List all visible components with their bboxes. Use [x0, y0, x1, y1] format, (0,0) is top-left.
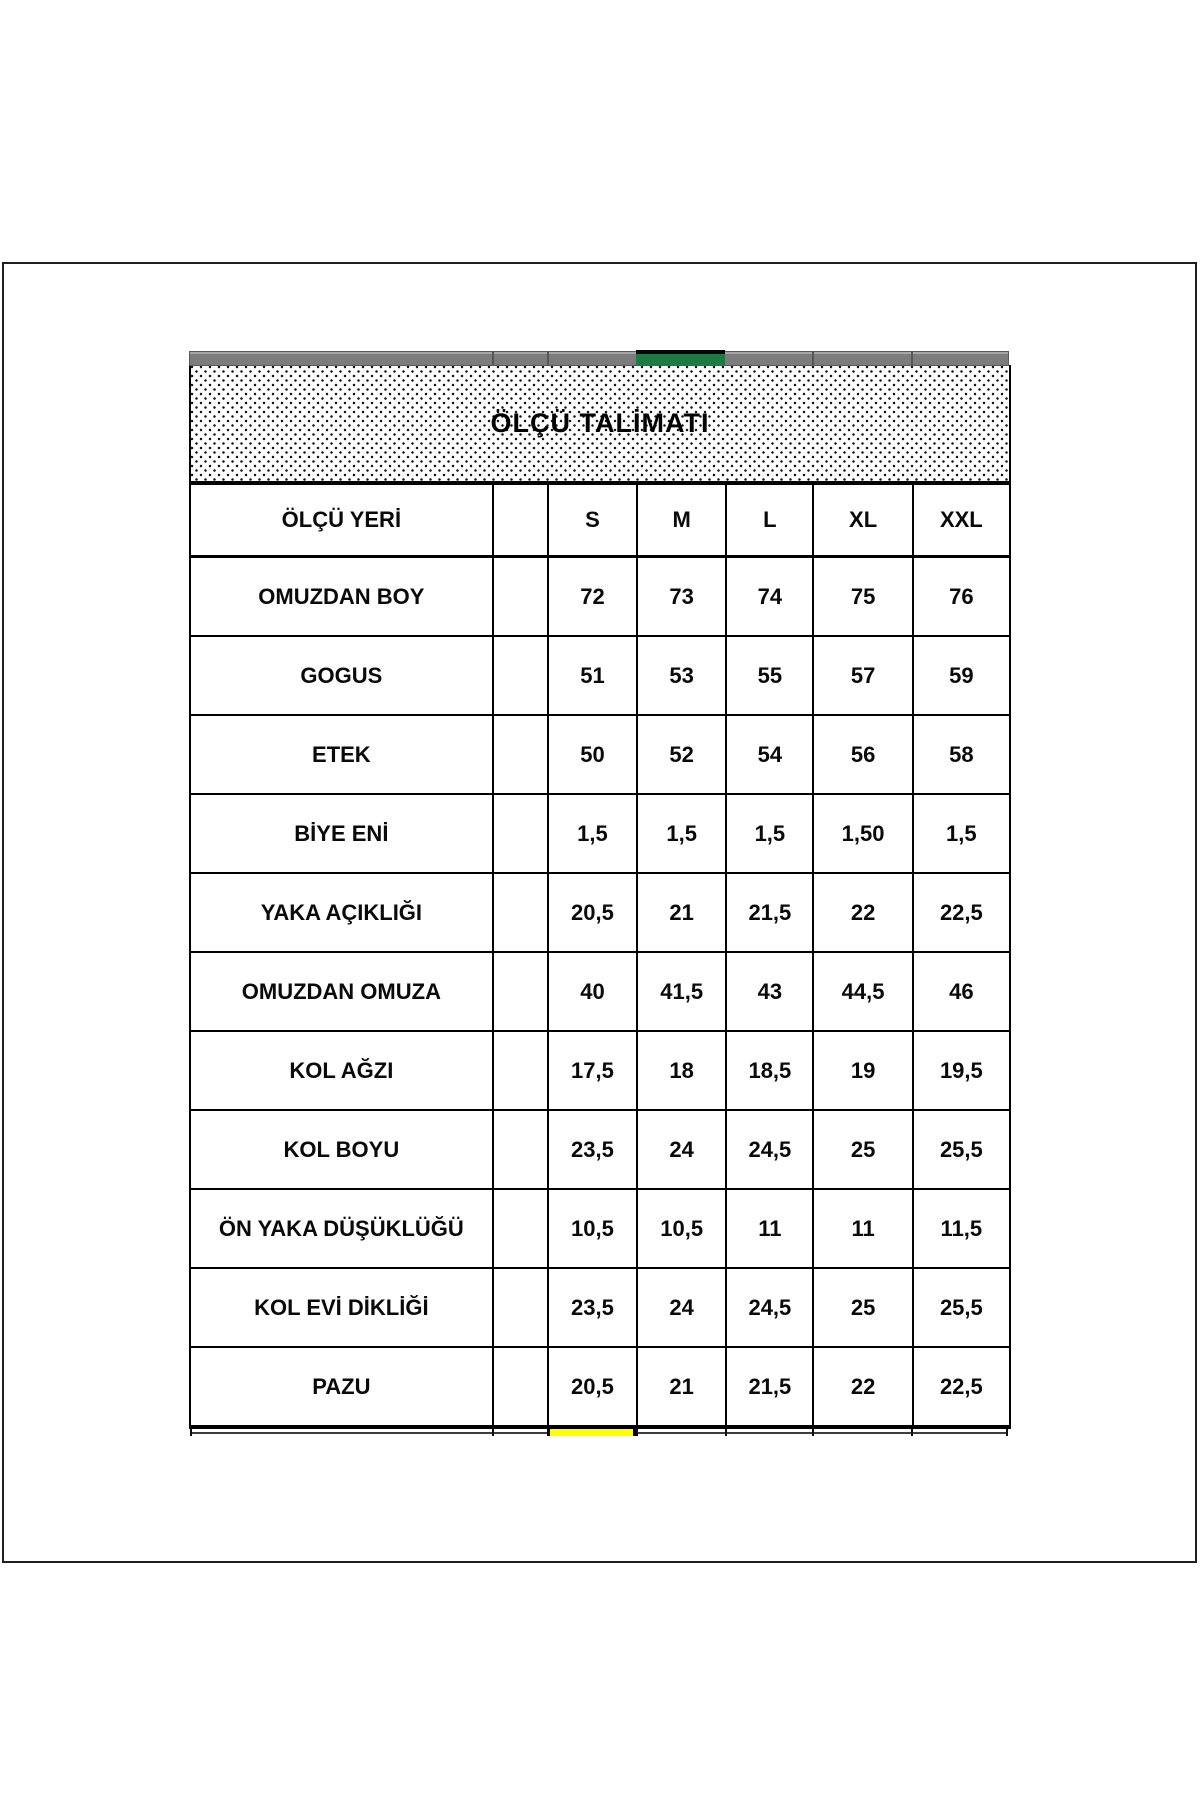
size-table [189, 481, 1011, 1429]
measurement-label-cell: ÖN YAKA DÜŞÜKLÜĞÜ [190, 1189, 493, 1268]
bottom-divider-stub [190, 1429, 192, 1436]
size-value-cell: 1,50 [813, 794, 912, 873]
measurement-label-cell: PAZU [190, 1347, 493, 1427]
table-row [190, 715, 1010, 794]
size-value-cell: 1,5 [726, 794, 813, 873]
size-value-cell: 52 [637, 715, 726, 794]
header-size-xxl: XXL [913, 483, 1010, 557]
size-value-cell: 75 [813, 557, 912, 637]
size-value-cell: 1,5 [548, 794, 637, 873]
size-value-cell: 43 [726, 952, 813, 1031]
size-value-cell: 10,5 [548, 1189, 637, 1268]
spacer-cell [493, 636, 548, 715]
size-value-cell: 74 [726, 557, 813, 637]
spacer-cell [493, 1347, 548, 1427]
size-value-cell: 21,5 [726, 873, 813, 952]
size-value-cell: 21 [637, 1347, 726, 1427]
size-value-cell: 50 [548, 715, 637, 794]
header-spacer-col [493, 483, 548, 557]
size-value-cell: 19,5 [913, 1031, 1010, 1110]
size-value-cell: 1,5 [637, 794, 726, 873]
measurement-label-cell: GOGUS [190, 636, 493, 715]
measurement-label-cell: KOL AĞZI [190, 1031, 493, 1110]
column-strip-divider [492, 352, 494, 365]
size-value-cell: 25 [813, 1110, 912, 1189]
size-value-cell: 22,5 [913, 1347, 1010, 1427]
content-frame [2, 262, 1197, 1563]
size-value-cell: 22 [813, 1347, 912, 1427]
size-value-cell: 18,5 [726, 1031, 813, 1110]
size-chart-sheet [189, 352, 1011, 1438]
title-band [189, 365, 1011, 481]
size-value-cell: 24,5 [726, 1268, 813, 1347]
size-value-cell: 11 [813, 1189, 912, 1268]
size-value-cell: 76 [913, 557, 1010, 637]
size-value-cell: 54 [726, 715, 813, 794]
bottom-divider-stub [1006, 1429, 1008, 1436]
spacer-cell [493, 1110, 548, 1189]
table-row [190, 873, 1010, 952]
size-value-cell: 25,5 [913, 1268, 1010, 1347]
table-bottom-border [190, 1429, 1008, 1438]
column-strip-divider [911, 352, 913, 365]
size-value-cell: 11 [726, 1189, 813, 1268]
bottom-divider-stub [492, 1429, 494, 1436]
table-row [190, 636, 1010, 715]
bottom-divider-stub [636, 1429, 638, 1436]
measurement-label-cell: KOL BOYU [190, 1110, 493, 1189]
size-value-cell: 41,5 [637, 952, 726, 1031]
size-value-cell: 25 [813, 1268, 912, 1347]
bottom-divider-stub [911, 1429, 913, 1436]
measurement-label-cell: OMUZDAN OMUZA [190, 952, 493, 1031]
chart-title: ÖLÇÜ TALİMATI [490, 407, 710, 438]
measurement-label-cell: BİYE ENİ [190, 794, 493, 873]
size-value-cell: 24,5 [726, 1110, 813, 1189]
spacer-cell [493, 873, 548, 952]
table-row [190, 794, 1010, 873]
measurement-label-cell: OMUZDAN BOY [190, 557, 493, 637]
size-value-cell: 22 [813, 873, 912, 952]
header-row [190, 483, 1010, 557]
spacer-cell [493, 557, 548, 637]
size-value-cell: 59 [913, 636, 1010, 715]
size-value-cell: 44,5 [813, 952, 912, 1031]
table-row [190, 1268, 1010, 1347]
table-row [190, 952, 1010, 1031]
size-value-cell: 24 [637, 1268, 726, 1347]
header-size-s: S [548, 483, 637, 557]
header-measurement-col: ÖLÇÜ YERİ [190, 483, 493, 557]
header-size-l: L [726, 483, 813, 557]
size-value-cell: 46 [913, 952, 1010, 1031]
measurement-label-cell: YAKA AÇIKLIĞI [190, 873, 493, 952]
column-strip-divider [547, 352, 549, 365]
size-value-cell: 23,5 [548, 1110, 637, 1189]
size-value-cell: 57 [813, 636, 912, 715]
size-value-cell: 23,5 [548, 1268, 637, 1347]
size-value-cell: 17,5 [548, 1031, 637, 1110]
table-row [190, 1031, 1010, 1110]
size-value-cell: 73 [637, 557, 726, 637]
size-value-cell: 20,5 [548, 1347, 637, 1427]
spacer-cell [493, 1031, 548, 1110]
size-value-cell: 58 [913, 715, 1010, 794]
spacer-cell [493, 952, 548, 1031]
column-strip-divider [812, 352, 814, 365]
spacer-cell [493, 794, 548, 873]
size-value-cell: 20,5 [548, 873, 637, 952]
table-body [190, 557, 1010, 1428]
size-value-cell: 21,5 [726, 1347, 813, 1427]
spreadsheet-column-strip [190, 352, 1008, 365]
size-value-cell: 19 [813, 1031, 912, 1110]
table-row [190, 1110, 1010, 1189]
size-value-cell: 55 [726, 636, 813, 715]
size-value-cell: 72 [548, 557, 637, 637]
table-row [190, 1189, 1010, 1268]
size-value-cell: 1,5 [913, 794, 1010, 873]
size-value-cell: 10,5 [637, 1189, 726, 1268]
size-value-cell: 18 [637, 1031, 726, 1110]
table-row [190, 1347, 1010, 1427]
header-size-m: M [637, 483, 726, 557]
bottom-divider-stub [812, 1429, 814, 1436]
size-value-cell: 25,5 [913, 1110, 1010, 1189]
selected-column-indicator [636, 350, 725, 366]
size-value-cell: 56 [813, 715, 912, 794]
size-value-cell: 22,5 [913, 873, 1010, 952]
measurement-label-cell: ETEK [190, 715, 493, 794]
bottom-divider-stub [725, 1429, 727, 1436]
highlight-strip [547, 1429, 636, 1436]
spacer-cell [493, 1268, 548, 1347]
header-size-xl: XL [813, 483, 912, 557]
spacer-cell [493, 715, 548, 794]
size-value-cell: 40 [548, 952, 637, 1031]
size-value-cell: 11,5 [913, 1189, 1010, 1268]
size-value-cell: 21 [637, 873, 726, 952]
size-value-cell: 24 [637, 1110, 726, 1189]
size-value-cell: 53 [637, 636, 726, 715]
measurement-label-cell: KOL EVİ DİKLİĞİ [190, 1268, 493, 1347]
size-value-cell: 51 [548, 636, 637, 715]
spacer-cell [493, 1189, 548, 1268]
table-row [190, 557, 1010, 637]
